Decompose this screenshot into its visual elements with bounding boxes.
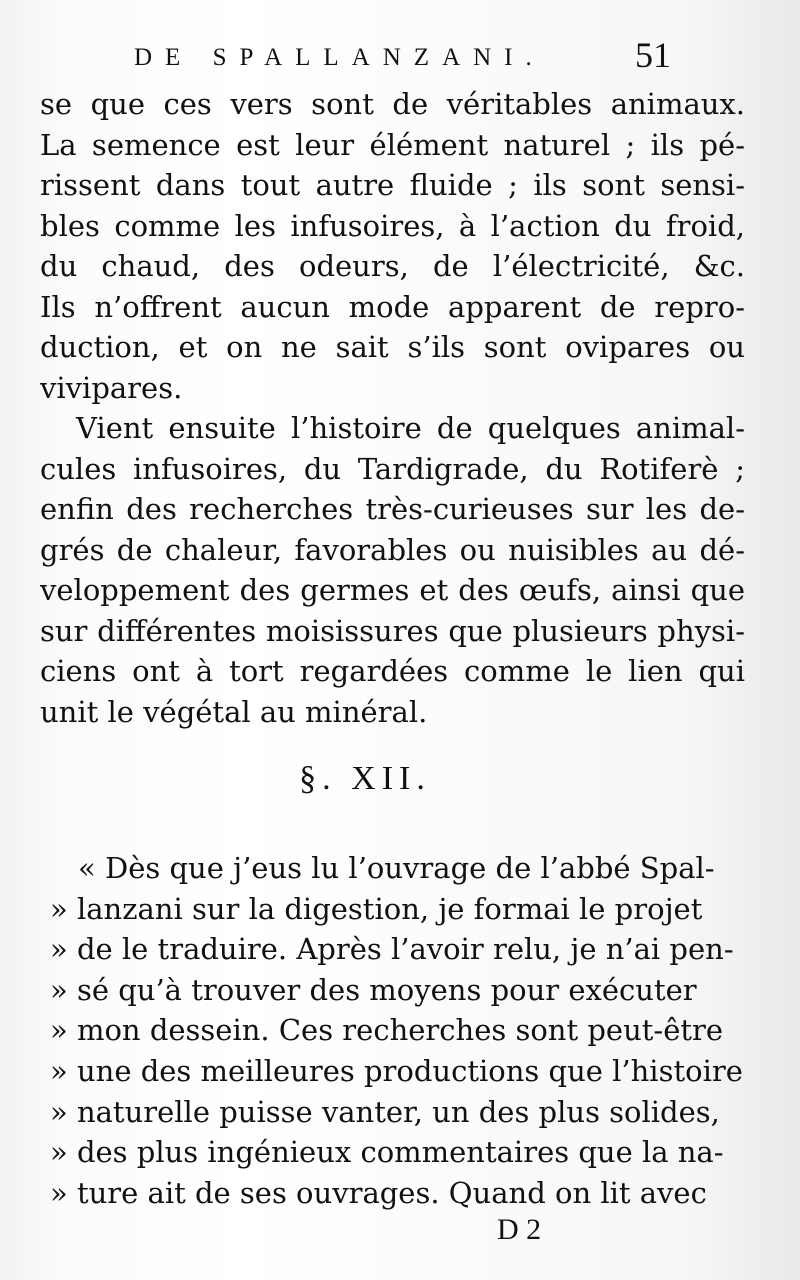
- body-line: bles comme les infusoires, à l’action du froid,: [40, 208, 745, 243]
- body-line: veloppement des germes et des œufs, ainsi que: [40, 573, 745, 607]
- quote-line: » sé qu’à trouver des moyens pour exécuter: [50, 972, 697, 1007]
- page-number: 51: [635, 35, 671, 75]
- running-head: [0, 34, 800, 84]
- quote-line: » une des meilleures productions que l’histoire: [50, 1053, 743, 1088]
- body-line: duction, et on ne sait s’ils sont ovipares ou: [40, 330, 745, 364]
- body-line: Vient ensuite l’histoire de quelques animal-: [76, 411, 745, 445]
- body-line: vivipares.: [40, 370, 183, 405]
- body-line: Ils n’offrent aucun mode apparent de repro-: [40, 289, 745, 324]
- signature-mark: D 2: [497, 1213, 542, 1246]
- running-title: DE SPALLANZANI.: [134, 44, 545, 71]
- body-text: [40, 84, 745, 732]
- section-heading: §. XII.: [299, 760, 431, 797]
- quote-line: » naturelle puisse vanter, un des plus solides,: [50, 1094, 720, 1129]
- quote-line: » lanzani sur la digestion, je formai le projet: [50, 891, 703, 926]
- quote-line: « Dès que j’eus lu l’ouvrage de l’abbé Spal-: [78, 851, 715, 885]
- body-line: enfin des recherches très-curieuses sur les de-: [40, 492, 745, 526]
- body-line: sur différentes moisissures que plusieurs physi-: [40, 613, 745, 648]
- body-line: unit le végétal au minéral.: [40, 694, 428, 729]
- body-line: rissent dans tout autre fluide ; ils sont sensi-: [40, 168, 745, 202]
- quotation-text: [50, 848, 743, 1213]
- quote-line: » ture ait de ses ouvrages. Quand on lit avec: [50, 1175, 707, 1210]
- body-line: ciens ont à tort regardées comme le lien qui: [40, 654, 745, 688]
- body-line: grés de chaleur, favorables ou nuisibles au dé-: [40, 532, 745, 567]
- body-line: cules infusoires, du Tardigrade, du Rotiferè ;: [40, 451, 745, 486]
- quote-line: » mon dessein. Ces recherches sont peut-être: [50, 1013, 724, 1048]
- quote-line: » de le traduire. Après l’avoir relu, je n’ai pen-: [50, 932, 734, 967]
- quote-line: » des plus ingénieux commentaires que la na-: [50, 1135, 724, 1170]
- body-line: La semence est leur élément naturel ; ils pé-: [40, 127, 745, 162]
- body-line: du chaud, des odeurs, de l’électricité, &c.: [40, 249, 745, 283]
- body-line: se que ces vers sont de véritables animaux.: [40, 87, 745, 121]
